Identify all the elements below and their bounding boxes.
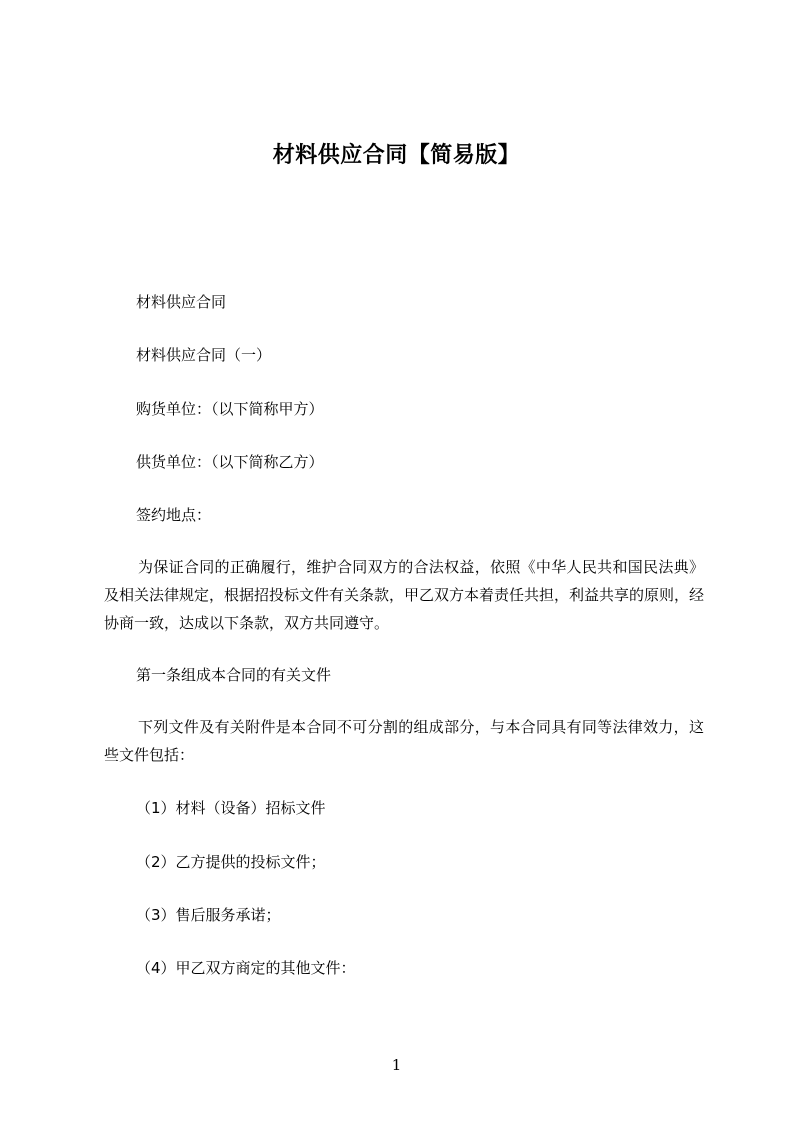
list-item-4: （4）甲乙双方商定的其他文件：	[136, 959, 356, 977]
document-title: 材料供应合同【简易版】	[272, 143, 521, 168]
article-1-title: 第一条组成本合同的有关文件	[136, 666, 332, 684]
intro-paragraph: 为保证合同的正确履行，维护合同双方的合法权益，依照《中华人民共和国民法典》及相关法律规定，根据招投标文件有关条款，甲乙双方本着责任共担，利益共享的原则，经协商一致，达成以下条款，双方共同遵守。	[104, 558, 705, 632]
list-item-3: （3）售后服务承诺；	[136, 906, 281, 924]
list-item-2: （2）乙方提供的投标文件；	[136, 853, 326, 871]
supplier-line: 供货单位：（以下简称乙方）	[136, 453, 324, 471]
article-1-body: 下列文件及有关附件是本合同不可分割的组成部分，与本合同具有同等法律效力，这些文件包括：	[104, 718, 704, 764]
buyer-line: 购货单位：（以下简称甲方）	[136, 400, 324, 418]
page-number: 1	[391, 1056, 402, 1074]
contract-heading: 材料供应合同	[136, 293, 227, 311]
contract-subheading: 材料供应合同（一）	[136, 346, 272, 364]
list-item-1: （1）材料（设备）招标文件	[136, 799, 326, 817]
signing-place-line: 签约地点：	[136, 506, 212, 524]
